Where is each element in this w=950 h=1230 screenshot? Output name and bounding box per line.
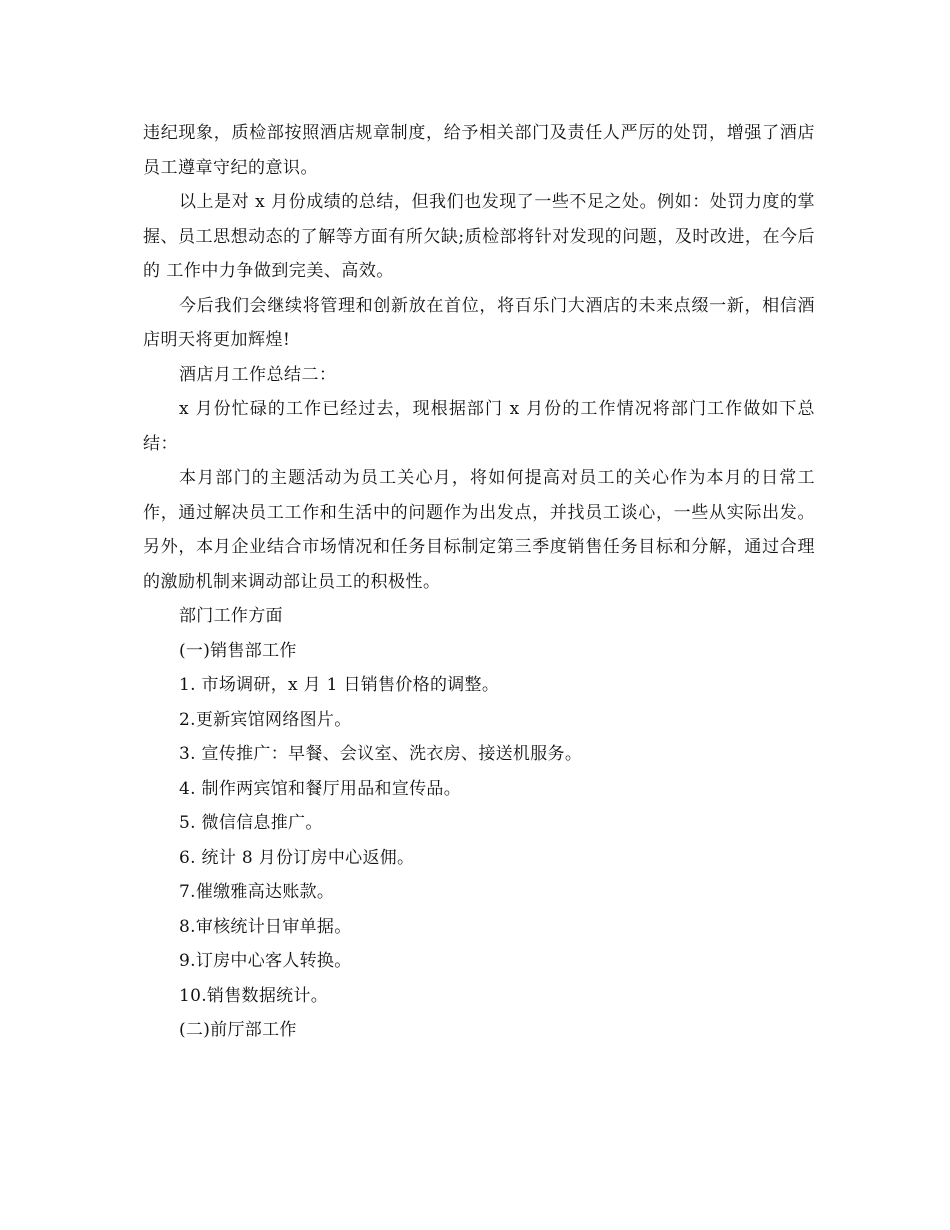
paragraph-future: 今后我们会继续将管理和创新放在首位，将百乐门大酒店的未来点缀一新，相信酒店明天将更加辉煌!	[143, 295, 815, 350]
sales-list-item: 2.更新宾馆网络图片。	[179, 709, 352, 730]
sales-list-item: 5. 微信信息推广。	[179, 813, 323, 833]
sales-list-item: 7.催缴雅高达账款。	[179, 882, 335, 902]
sales-list-item: 10.销售数据统计。	[179, 985, 329, 1006]
paragraph-discipline: 违纪现象，质检部按照酒店规章制度，给予相关部门及责任人严厉的处罚，增强了酒店员工遵章守纪的意识。	[143, 123, 815, 178]
paragraph-monthly-intro: x 月份忙碌的工作已经过去，现根据部门 x 月份的工作情况将部门工作做如下总结：	[143, 399, 815, 454]
sales-list-item: 1. 市场调研，x 月 1 日销售价格的调整。	[179, 675, 500, 695]
sales-list-item: 6. 统计 8 月份订房中心返佣。	[179, 847, 415, 868]
sales-list-item: 8.审核统计日审单据。	[179, 916, 352, 937]
paragraph-theme-activity: 本月部门的主题活动为员工关心月，将如何提高对员工的关心作为本月的日常工作，通过解决员工工作和生活中的问题作为出发点，并找员工谈心，一些从实际出发。另外，本月企业结合市场情况和任务目标制定第三季度销售任务目标和分解，通过合理的激励机制来调动部让员工的积极性。	[143, 468, 815, 592]
sales-department-heading: (一)销售部工作	[179, 640, 297, 661]
paragraph-summary-two-title: 酒店月工作总结二：	[179, 364, 337, 385]
document-body	[143, 116, 815, 1048]
sales-list-item: 4. 制作两宾馆和餐厅用品和宣传品。	[179, 778, 462, 799]
front-office-heading: (二)前厅部工作	[179, 1020, 297, 1040]
sales-list-item: 3. 宣传推广：早餐、会议室、洗衣房、接送机服务。	[179, 744, 583, 764]
sales-list-item: 9.订房中心客人转换。	[179, 951, 352, 971]
paragraph-summary-shortcomings: 以上是对 x 月份成绩的总结，但我们也发现了一些不足之处。例如：处罚力度的掌握、员工思想动态的了解等方面有所欠缺;质检部将针对发现的问题，及时改进，在今后的 工作中力争做到完美、高效。	[143, 192, 815, 281]
section-title: 部门工作方面	[179, 606, 283, 626]
